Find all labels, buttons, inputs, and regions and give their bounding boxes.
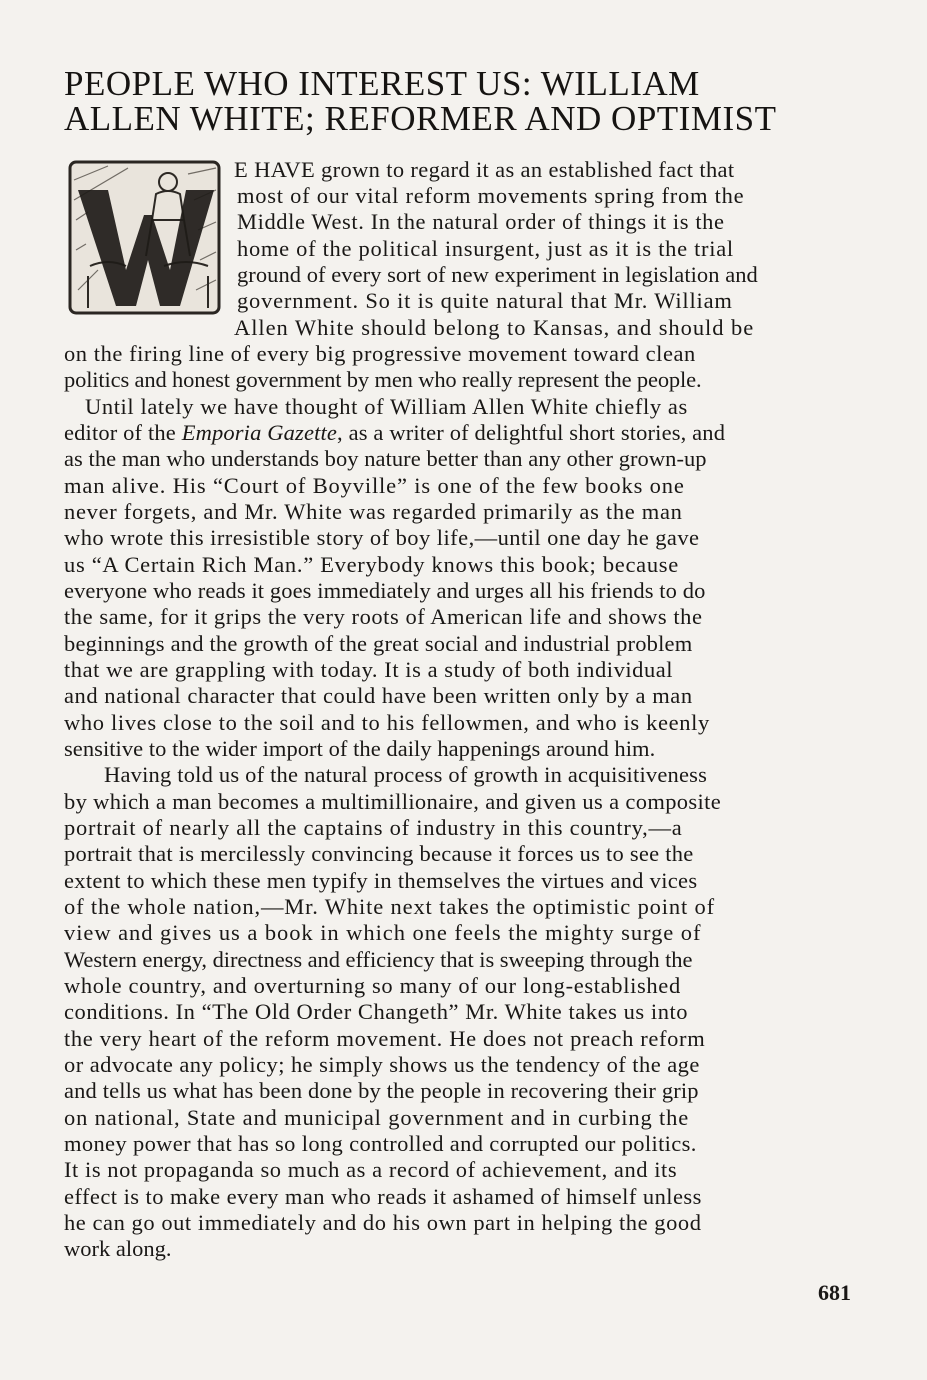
text-line: E HAVE grown to regard it as an established fact that	[234, 157, 735, 182]
text-line: home of the political insurgent, just as it is the trial	[237, 236, 734, 261]
text-line: and tells us what has been done by the people in recovering their grip	[64, 1078, 699, 1103]
text-line: effect is to make every man who reads it ashamed of himself unless	[64, 1184, 702, 1209]
text-line: most of our vital reform movements spring from the	[237, 183, 745, 208]
text-line: view and gives us a book in which one feels the mighty surge of	[64, 920, 702, 945]
text-line: Middle West. In the natural order of things it is the	[237, 209, 725, 234]
text-line: conditions. In “The Old Order Changeth” Mr. White takes us into	[64, 999, 689, 1024]
article-title	[64, 66, 864, 136]
text-line: sensitive to the wider import of the daily happenings around him.	[64, 736, 656, 761]
initial-letter: W	[68, 160, 69, 161]
text-line: whole country, and overturning so many of our long-established	[64, 973, 681, 998]
text-line: portrait of nearly all the captains of industry in this country,—a	[64, 815, 683, 840]
text-line: on national, State and municipal government and in curbing the	[64, 1105, 690, 1130]
text-line: editor of the Emporia Gazette, as a writer of delightful short stories, and	[64, 420, 726, 445]
text-line: the same, for it grips the very roots of American life and shows the	[64, 604, 703, 629]
text-line: It is not propaganda so much as a record of achievement, and its	[64, 1157, 678, 1182]
text-line: portrait that is mercilessly convincing because it forces us to see the	[64, 841, 694, 866]
text-line: Until lately we have thought of William Allen White chiefly as	[85, 394, 688, 419]
text-line: or advocate any policy; he simply shows us the tendency of the age	[64, 1052, 700, 1077]
text-line: as the man who understands boy nature better than any other grown-up	[64, 446, 707, 471]
text-line: Western energy, directness and efficiency that is sweeping through the	[64, 947, 693, 972]
text-line: beginnings and the growth of the great social and industrial problem	[64, 631, 693, 656]
text-line: man alive. His “Court of Boyville” is one of the few books one	[64, 473, 685, 498]
publication-name: Emporia Gazette	[181, 420, 338, 445]
text-line: Having told us of the natural process of growth in acquisitiveness	[104, 762, 708, 787]
text-line: government. So it is quite natural that Mr. William	[237, 288, 733, 313]
text-line: never forgets, and Mr. White was regarded primarily as the man	[64, 499, 683, 524]
text-line: politics and honest government by men who really represent the people.	[64, 367, 702, 392]
text-line: he can go out immediately and do his own part in helping the good	[64, 1210, 702, 1235]
text-line: ground of every sort of new experiment in legislation and	[237, 262, 758, 287]
text-line: who wrote this irresistible story of boy life,—until one day he gave	[64, 525, 700, 550]
text-line: of the whole nation,—Mr. White next takes the optimistic point of	[64, 894, 715, 919]
text-line: who lives close to the soil and to his fellowmen, and who is keenly	[64, 710, 710, 735]
text-line: extent to which these men typify in themselves the virtues and vices	[64, 868, 698, 893]
text-line: Allen White should belong to Kansas, and should be	[234, 315, 755, 340]
text-line: that we are grappling with today. It is a study of both individual	[64, 657, 674, 682]
text-line: and national character that could have been written only by a man	[64, 683, 693, 708]
text-line: the very heart of the reform movement. He does not preach reform	[64, 1026, 706, 1051]
drop-cap-initial	[68, 160, 221, 315]
text-line: everyone who reads it goes immediately and urges all his friends to do	[64, 578, 706, 603]
title-line-2: ALLEN WHITE; REFORMER AND OPTIMIST	[64, 99, 777, 138]
text-line: work along.	[64, 1236, 172, 1261]
text-line: us “A Certain Rich Man.” Everybody knows this book; because	[64, 552, 679, 577]
text-line: by which a man becomes a multimillionaire, and given us a composite	[64, 789, 722, 814]
text-line: money power that has so long controlled and corrupted our politics.	[64, 1131, 697, 1156]
title-line-1: PEOPLE WHO INTEREST US: WILLIAM	[64, 64, 700, 103]
page-number: 681	[818, 1280, 851, 1305]
text-line: on the firing line of every big progressive movement toward clean	[64, 341, 696, 366]
